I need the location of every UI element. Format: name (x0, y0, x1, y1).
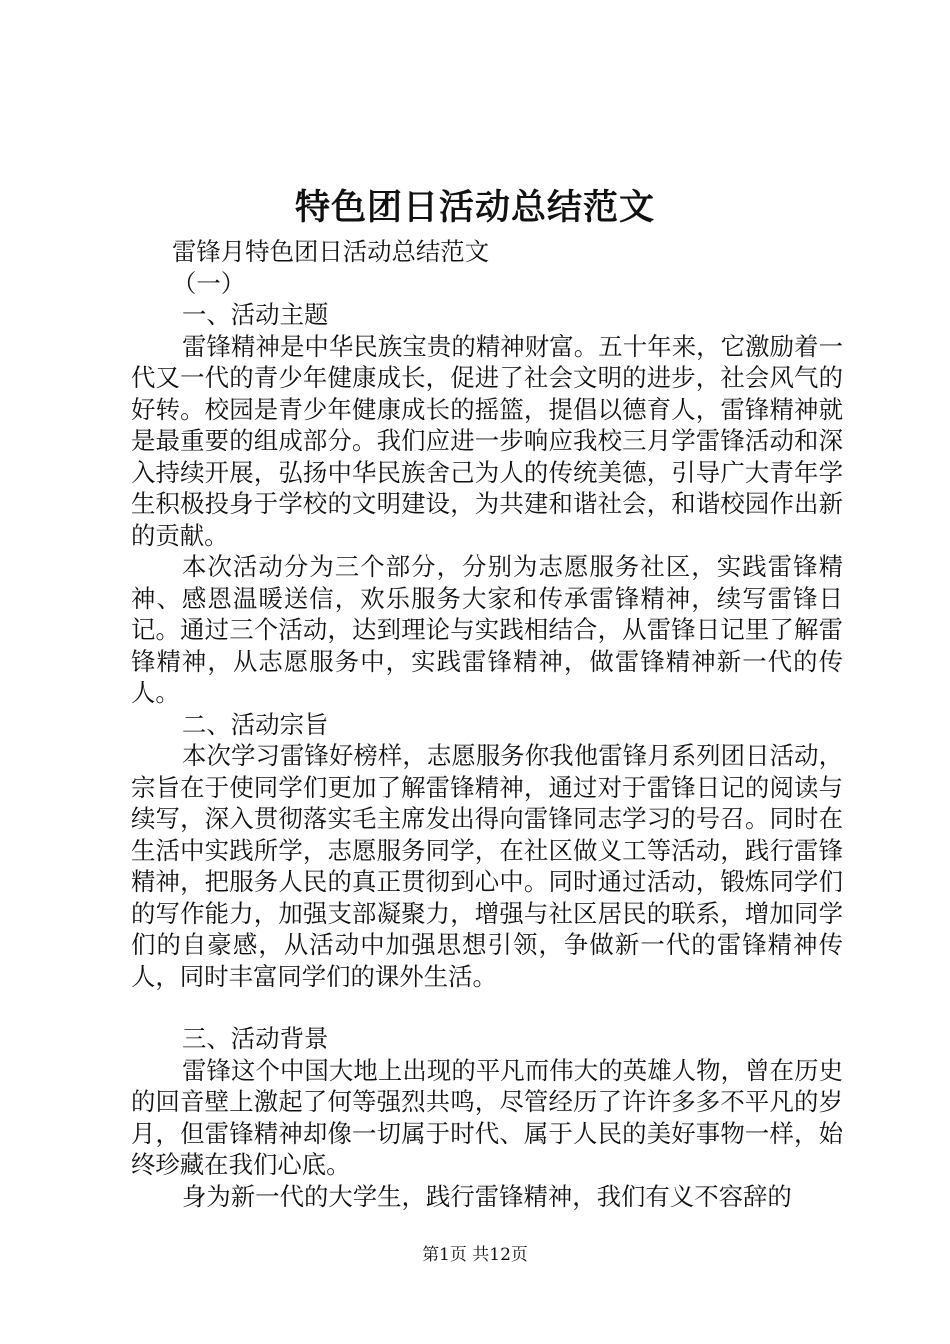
paragraph: 身为新一代的大学生，践行雷锋精神，我们有义不容辞的 (182, 1181, 792, 1211)
paragraph: 雷锋精神是中华民族宝贵的精神财富。五十年来，它激励着一代又一代的青少年健康成长，促进了社会文明的进步，社会风气的好转。校园是青少年健康成长的摇篮，提倡以德育人，雷锋精神就是最重要的组成部分。我们应进一步响应我校三月学雷锋活动和深入持续开展，弘扬中华民族舍己为人的传统美德，引导广大青年学生积极投身于学校的文明建设，为共建和谐社会，和谐校园作出新的贡献。 (131, 331, 843, 550)
part-label: （一） (172, 268, 246, 298)
paragraph-gap (131, 992, 843, 1023)
section-heading: 一、活动主题 (182, 300, 329, 329)
document-subtitle: 雷锋月特色团日活动总结范文 (172, 237, 490, 266)
document-body (131, 236, 843, 1212)
section-heading: 三、活动背景 (182, 1024, 329, 1053)
document-title: 特色团日活动总结范文 (294, 187, 655, 228)
paragraph: 本次活动分为三个部分，分别为志愿服务社区，实践雷锋精神、感恩温暖送信，欢乐服务大家和传承雷锋精神，续写雷锋日记。通过三个活动，达到理论与实践相结合，从雷锋日记里了解雷锋精神，从志愿服务中，实践雷锋精神，做雷锋精神新一代的传人。 (131, 552, 843, 707)
section-heading: 二、活动宗旨 (182, 709, 329, 739)
page-footer: 第1页 共12页 (422, 1245, 528, 1265)
paragraph: 雷锋这个中国大地上出现的平凡而伟大的英雄人物，曾在历史的回音壁上激起了何等强烈共鸣，尽管经历了许许多多不平凡的岁月，但雷锋精神却像一切属于时代、属于人民的美好事物一样，始终珍藏在我们心底。 (131, 1055, 843, 1179)
paragraph: 本次学习雷锋好榜样，志愿服务你我他雷锋月系列团日活动，宗旨在于使同学们更加了解雷锋精神，通过对于雷锋日记的阅读与续写，深入贯彻落实毛主席发出得向雷锋同志学习的号召。同时在生活中实践所学，志愿服务同学，在社区做义工等活动，践行雷锋精神，把服务人民的真正贯彻到心中。同时通过活动，锻炼同学们的写作能力，加强支部凝聚力，增强与社区居民的联系，增加同学们的自豪感，从活动中加强思想引领，争做新一代的雷锋精神传人，同时丰富同学们的课外生活。 (131, 741, 843, 991)
